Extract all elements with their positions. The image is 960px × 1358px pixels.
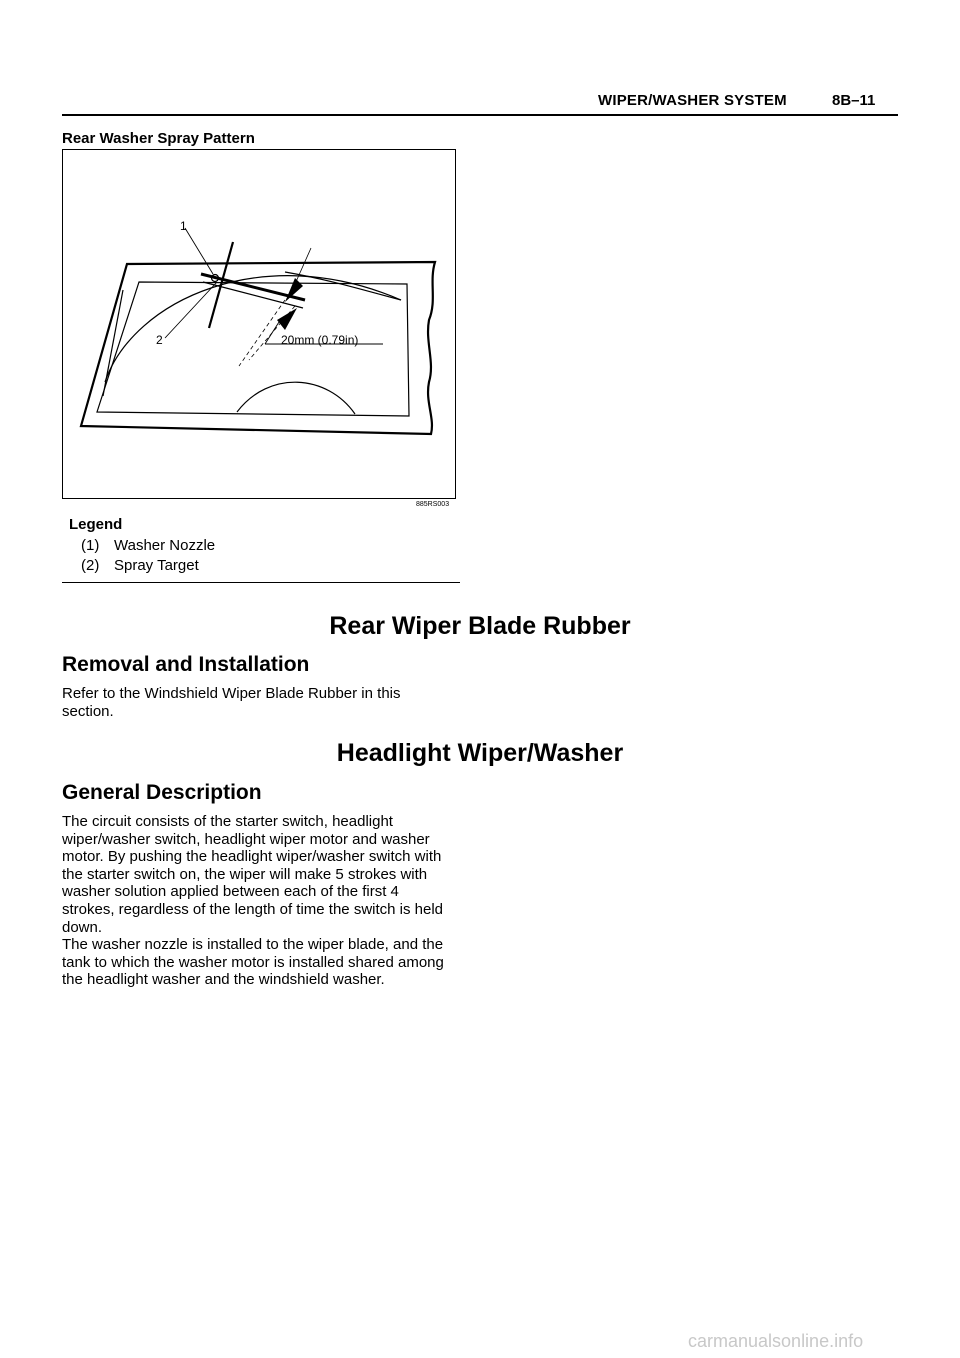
leader-line-2 bbox=[165, 282, 217, 338]
legend-item-text: Washer Nozzle bbox=[114, 537, 216, 554]
section-title-rear-wiper: Rear Wiper Blade Rubber bbox=[329, 612, 631, 640]
legend-item-text: Spray Target bbox=[114, 557, 199, 574]
legend-title: Legend bbox=[69, 516, 123, 533]
paragraph-line: The washer nozzle is installed to the wiper blade, and the bbox=[62, 936, 444, 954]
legend-item bbox=[81, 537, 215, 554]
dimension-label: 20mm (0.79in) bbox=[281, 333, 359, 347]
section-title-headlight: Headlight Wiper/Washer bbox=[336, 739, 624, 767]
paragraph-line: The circuit consists of the starter switch, headlight bbox=[62, 813, 393, 830]
spray-pattern-diagram bbox=[63, 150, 457, 500]
header-divider bbox=[62, 114, 898, 116]
legend-item bbox=[81, 557, 199, 574]
wiper-sweep-arc bbox=[105, 276, 401, 382]
figure-code: 885RS003 bbox=[416, 501, 450, 508]
paragraph-line: Refer to the Windshield Wiper Blade Rubber in this bbox=[62, 685, 401, 702]
watermark: carmanualsonline.info bbox=[688, 1331, 864, 1351]
page-number: 8B–11 bbox=[832, 92, 876, 109]
paragraph-line: tank to which the washer motor is installed shared among bbox=[62, 953, 444, 971]
subsection-title-removal: Removal and Installation bbox=[62, 653, 310, 676]
rear-washer-spray-figure bbox=[62, 149, 456, 499]
general-description-paragraph bbox=[62, 813, 461, 989]
paragraph-line: section. bbox=[62, 702, 114, 720]
figure-caption: Rear Washer Spray Pattern bbox=[62, 130, 255, 147]
figure-label-2: 2 bbox=[156, 333, 163, 347]
dimension-arrow-lower bbox=[277, 308, 297, 330]
leader-line-1 bbox=[185, 228, 213, 274]
removal-paragraph bbox=[62, 685, 461, 720]
subsection-title-general: General Description bbox=[62, 781, 262, 804]
paragraph-line: washer solution applied between each of the first 4 bbox=[62, 883, 399, 901]
figure-label-1: 1 bbox=[180, 219, 187, 233]
paragraph-line: motor. By pushing the headlight wiper/washer switch with bbox=[62, 848, 442, 866]
legend-item-number: (2) bbox=[81, 557, 100, 574]
paragraph-line: the headlight washer and the windshield washer. bbox=[62, 971, 385, 989]
lower-arc bbox=[237, 382, 355, 414]
running-header-title: WIPER/WASHER SYSTEM bbox=[598, 92, 787, 109]
paragraph-line: wiper/washer switch, headlight wiper motor and washer bbox=[62, 830, 430, 848]
paragraph-line: the starter switch on, the wiper will make 5 strokes with bbox=[62, 865, 428, 883]
legend-divider bbox=[62, 582, 460, 583]
legend-item-number: (1) bbox=[81, 537, 100, 554]
paragraph-line: strokes, regardless of the length of time the switch is held bbox=[62, 900, 444, 918]
paragraph-line: down. bbox=[62, 918, 103, 936]
